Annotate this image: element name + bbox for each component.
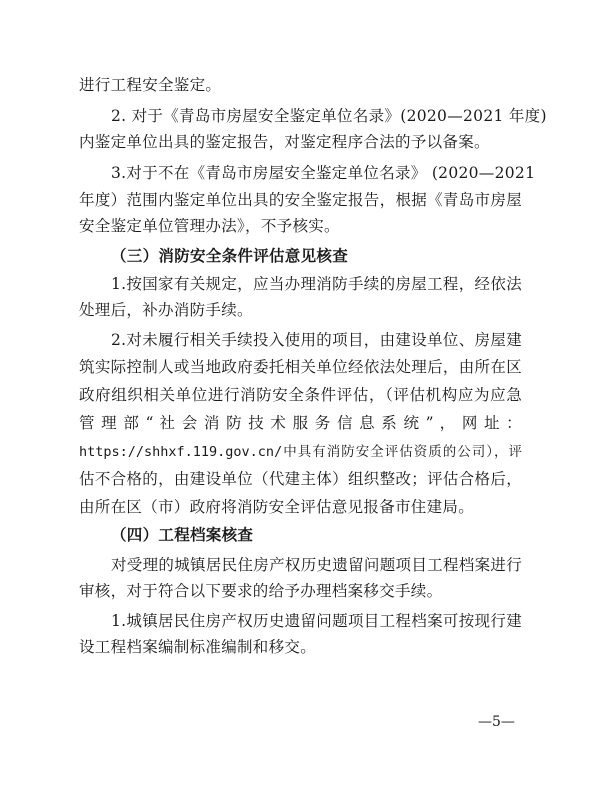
paragraph-line: 2.对未履行相关手续投入使用的项目，由建设单位、房屋建 [111, 331, 522, 349]
paragraph-line: 审核，对于符合以下要求的给予办理档案移交手续。 [79, 582, 443, 600]
paragraph-line: 1.按国家有关规定，应当办理消防手续的房屋工程，经依法 [111, 275, 522, 293]
section-heading: （四）工程档案核查 [111, 526, 254, 544]
paragraph-line: 政府组织相关单位进行消防安全条件评估，（评估机构应为应急 [79, 386, 522, 404]
paragraph-line: 2. 对于《青岛市房屋安全鉴定单位名录》(2020—2021 年度) [111, 107, 547, 125]
paragraph-line: 内鉴定单位出具的鉴定报告，对鉴定程序合法的予以备案。 [79, 133, 490, 151]
section-heading: （三）消防安全条件评估意见核查 [111, 247, 349, 265]
paragraph-line: 处理后，补办消防手续。 [79, 301, 253, 319]
paragraph-line: 设工程档案编制标准编制和移交。 [79, 638, 317, 656]
paragraph-line: https://shhxf.119.gov.cn/中具有消防安全评估资质的公司），评 [79, 444, 522, 460]
paragraph-line: 3.对于不在《青岛市房屋安全鉴定单位名录》 (2020—2021 [111, 164, 536, 182]
paragraph-line: 由所在区（市）政府将消防安全评估意见报备市住建局。 [79, 498, 475, 516]
paragraph-line: 管 理 部 “ 社 会 消 防 技 术 服 务 信 息 系 统 ” ， 网 址 ： [79, 414, 522, 432]
paragraph-line: 1.城镇居民住房产权历史遗留问题项目工程档案可按现行建 [111, 612, 522, 630]
paragraph-line: 年度）范围内鉴定单位出具的安全鉴定报告，根据《青岛市房屋 [79, 191, 522, 209]
paragraph-line: 估不合格的，由建设单位（代建主体）组织整改；评估合格后， [79, 470, 522, 488]
paragraph-line: 对受理的城镇居民住房产权历史遗留问题项目工程档案进行 [111, 556, 522, 574]
page-number: —5— [478, 714, 515, 730]
paragraph-line: 进行工程安全鉴定。 [79, 76, 222, 94]
paragraph-line: 筑实际控制人或当地政府委托相关单位经依法处理后，由所在区 [79, 358, 522, 376]
paragraph-line: 安全鉴定单位管理办法》，不予核实。 [79, 217, 340, 235]
